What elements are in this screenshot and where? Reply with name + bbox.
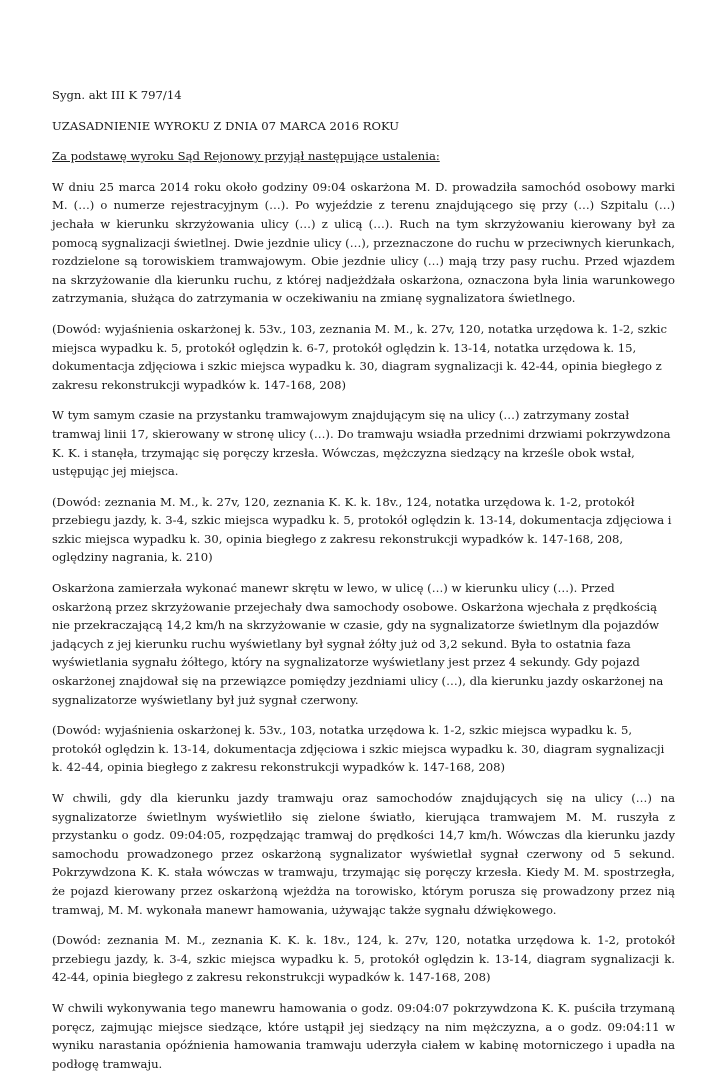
- section-heading: Za podstawę wyroku Sąd Rejonowy przyjął następujące ustalenia:: [52, 149, 440, 164]
- paragraph-evidence-2: (Dowód: zeznania M. M., k. 27v, 120, zeznania K. K. k. 18v., 124, notatka urzędowa k. 1-2, protokół przebiegu jazdy, k. 3-4, szkic miejsca wypadku k. 5, protokół oględzin k. 13-14, dokumentacja zdjęciowa i szkic miejsca wypadku k. 30, opinia biegłego z zakresu rekonstrukcji wypadków k. 147-168, 208, oględziny nagrania, k. 210): [52, 494, 672, 565]
- case-signature: Sygn. akt III K 797/14: [52, 88, 182, 102]
- paragraph-evidence-3: (Dowód: wyjaśnienia oskarżonej k. 53v., 103, notatka urzędowa k. 1-2, szkic miejsca wypadku k. 5, protokół oględzin k. 13-14, dokumentacja zdjęciowa i szkic miejsca wypadku k. 30, diagram sygnalizacji k. 42-44, opinia biegłego z zakresu rekonstrukcji wypadków k. 147-168, 208): [52, 723, 665, 775]
- paragraph-facts-4: W chwili, gdy dla kierunku jazdy tramwaju oraz samochodów znajdujących się na ulicy (…) na sygnalizatorze świetlnym wyświetliło się zielone światło, kierująca tramwajem M. M. ruszyła z przystanku o godz. 09:04:05, rozpędzając tramwaj do prędkości 14,7 km/h. Wówczas dla kierunku jazdy samochodu prowadzonego przez oskarżoną sygnalizator wyświetlał sygnał czerwony od 5 sekund. Pokrzywdzona K. K. stała wówczas w tramwaju, trzymając się poręczy krzesła. Kiedy M. M. spostrzegła, że pojazd kierowany przez oskarżoną wjeżdża na torowisko, którym porusza się prowadzony przez nią tramwaj, M. M. wykonała manewr hamowania, używając także sygnału dźwiękowego.: [52, 791, 675, 917]
- paragraph-evidence-1: (Dowód: wyjaśnienia oskarżonej k. 53v., 103, zeznania M. M., k. 27v, 120, notatka urzędowa k. 1-2, szkic miejsca wypadku k. 5, protokół oględzin k. 6-7, protokół oględzin k. 13-14, notatka urzędowa k. 15, dokumentacja zdjęciowa i szkic miejsca wypadku k. 30, diagram sygnalizacji k. 42-44, opinia biegłego z zakresu rekonstrukcji wypadków k. 147-168, 208): [52, 321, 667, 392]
- paragraph-evidence-4: (Dowód: zeznania M. M., zeznania K. K. k. 18v., 124, k. 27v, 120, notatka urzędowa k. 1-2, protokół przebiegu jazdy, k. 3-4, szkic miejsca wypadku k. 5, protokół oględzin k. 13-14, diagram sygnalizacji k. 42-44, opinia biegłego z zakresu rekonstrukcji wypadków k. 147-168, 208): [52, 933, 675, 985]
- paragraph-facts-1: W dniu 25 marca 2014 roku około godziny 09:04 oskarżona M. D. prowadziła samochód osobowy marki M. (…) o numerze rejestracyjnym (…). Po wyjeździe z terenu znajdującego się przy (…) Szpitalu (…) jechała w kierunku skrzyżowania ulicy (…) z ulicą (…). Ruch na tym skrzyżowaniu kierowany był za pomocą sygnalizacji świetlnej. Dwie jezdnie ulicy (…), przeznaczone do ruchu w przeciwnych kierunkach, rozdzielone są torowiskiem tramwajowym. Obie jezdnie ulicy (…) mają trzy pasy ruchu. Przed wjazdem na skrzyżowanie dla kierunku ruchu, z której nadjeżdżała oskarżona, oznaczona była linia warunkowego zatrzymania, służąca do zatrzymania w oczekiwaniu na zmianę sygnalizatora świetlnego.: [52, 179, 675, 306]
- paragraph-facts-2: W tym samym czasie na przystanku tramwajowym znajdującym się na ulicy (…) zatrzymany został tramwaj linii 17, skierowany w stronę ulicy (…). Do tramwaju wsiadła przednimi drzwiami pokrzywdzona K. K. i stanęła, trzymając się poręczy krzesła. Wówczas, mężczyzna siedzący na krześle obok wstał, ustępując jej miejsca.: [52, 408, 671, 479]
- paragraph-facts-3: Oskarżona zamierzała wykonać manewr skrętu w lewo, w ulicę (…) w kierunku ulicy (…). Przed oskarżoną przez skrzyżowanie przejechały dwa samochody osobowe. Oskarżona wjechała z prędkością nie przekraczającą 14,2 km/h na skrzyżowanie w czasie, gdy na sygnalizatorze świetlnym dla pojazdów jadących z jej kierunku ruchu wyświetlany był sygnał żółty już od 3,2 sekund. Była to ostatnia faza wyświetlania sygnału żółtego, który na sygnalizatorze wyświetlany jest przez 4 sekundy. Gdy pojazd oskarżonej znajdował się na przewiązce pomiędzy jezdniami ulicy (…), dla kierunku jazdy oskarżonej na sygnalizatorze wyświetlany był już sygnał czerwony.: [52, 581, 664, 707]
- document-page: [52, 86, 675, 1085]
- paragraph-facts-5: W chwili wykonywania tego manewru hamowania o godz. 09:04:07 pokrzywdzona K. K. puściła trzymaną poręcz, zajmując miejsce siedzące, które ustąpił jej siedzący na nim mężczyzna, a o godz. 09:04:11 w wyniku narastania opóźnienia hamowania tramwaju uderzyła ciałem w kabinę motorniczego i upadła na podłogę tramwaju.: [52, 1000, 675, 1071]
- document-title: UZASADNIENIE WYROKU Z DNIA 07 MARCA 2016 ROKU: [52, 118, 399, 133]
